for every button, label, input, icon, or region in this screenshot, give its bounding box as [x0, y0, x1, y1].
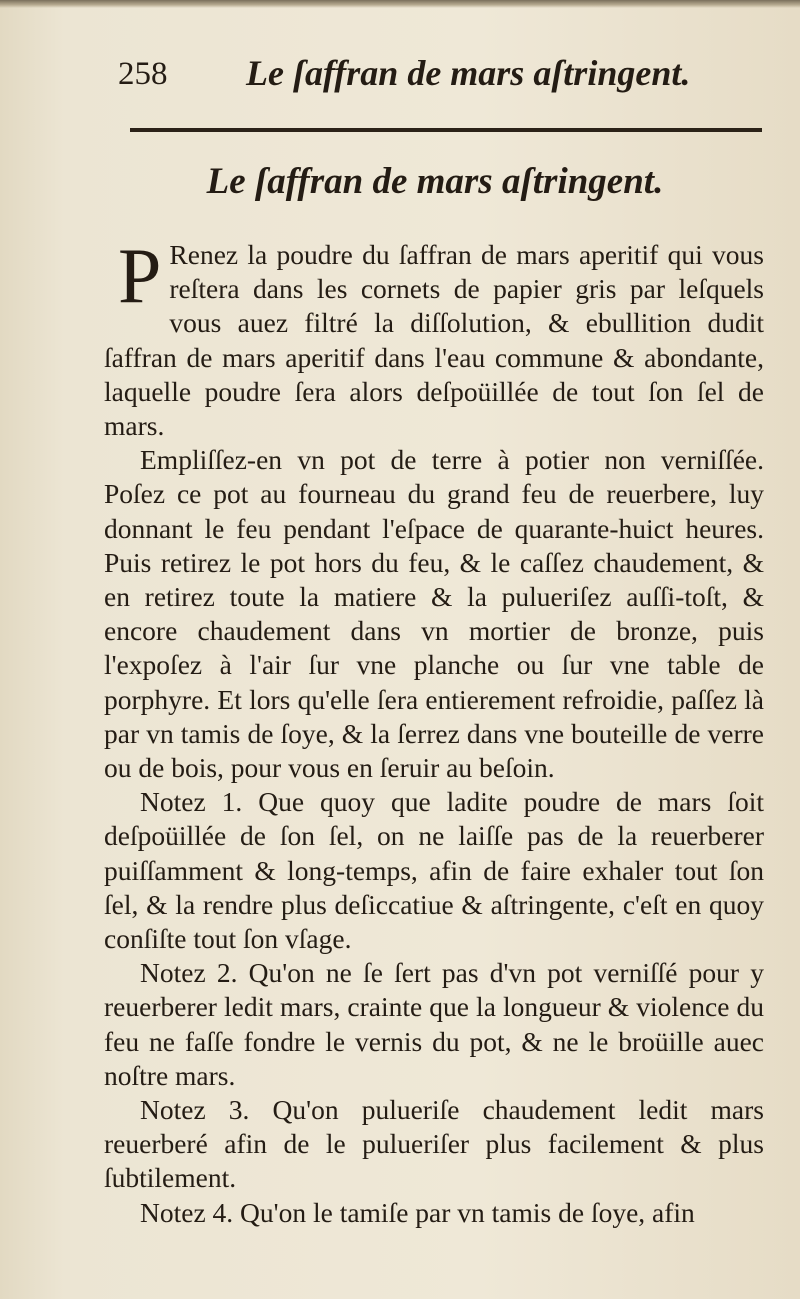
paragraph-2: Empliſſez-en vn pot de terre à potier non verniſſée. Poſez ce pot au fourneau du grand feu de reuerbere, luy donnant le feu pendant l'eſpace de quarante-huict heures. Puis retirez le pot hors du feu, & le caſſez chaudement, & en retirez toute la matiere & la pulueriſez auſſi-toſt, & encore chaudement dans vn mortier de bronze, puis l'expoſez à l'air ſur vne planche ou ſur vne table de porphyre. Et lors qu'elle ſera entierement refroidie, paſſez là par vn tamis de ſoye, & la ſerrez dans vne bouteille de verre ou de bois, pour vous en ſeruir au beſoin. [104, 444, 764, 784]
paragraph-3: Notez 1. Que quoy que ladite poudre de mars ſoit deſpoüillée de ſon ſel, on ne laiſſe pas de la reuerberer puiſſamment & long-temps, afin de faire exhaler tout ſon ſel, & la rendre plus deſiccatiue & aſtringente, c'eſt en quoy conſiſte tout ſon vſage. [104, 786, 764, 955]
body-text [104, 232, 764, 1230]
paragraph-6: Notez 4. Qu'on le tamiſe par vn tamis de ſoye, afin [140, 1196, 695, 1228]
paragraph-1-text: Renez la poudre du ſaffran de mars aperitif qui vous reſtera dans les cornets de papier gris par leſquels vous auez filtré la diſſolution, & ebullition dudit ſaffran de mars aperitif dans l'eau commune & abondante, laquelle poudre ſera alors deſpoüillée de tout ſon ſel de mars. [104, 239, 764, 442]
paragraph-4: Notez 2. Qu'on ne ſe ſert pas d'vn pot verniſſé pour y reuerberer ledit mars, crainte que la longueur & violence du feu ne faſſe fondre le vernis du pot, & ne le broüille auec noſtre mars. [104, 957, 764, 1091]
running-header [118, 52, 758, 102]
page-number: 258 [118, 56, 168, 92]
header-rule [130, 128, 762, 132]
paragraph-5: Notez 3. Qu'on pulueriſe chaudement ledit mars reuerberé afin de le pulueriſer plus facilement & plus ſubtilement. [104, 1094, 764, 1194]
chapter-title: Le ſaffran de mars aſtringent. [206, 161, 664, 202]
paragraph-1 [104, 232, 764, 443]
running-title: Le ſaffran de mars aſtringent. [246, 53, 691, 93]
page-top-edge [0, 0, 800, 8]
drop-cap: P [118, 232, 162, 319]
